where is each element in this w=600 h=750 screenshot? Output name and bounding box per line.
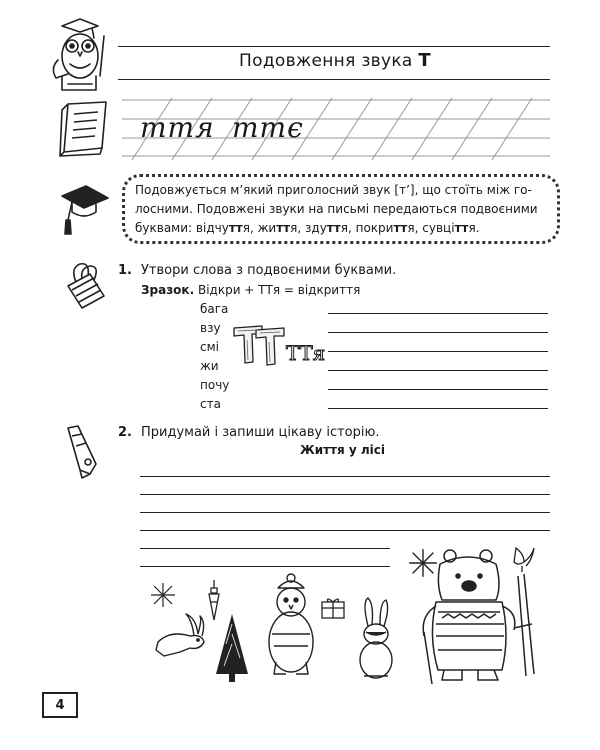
task-1-text: Утвори слова з подвоєними буквами.: [141, 263, 397, 278]
page-title-text: Подовження звука: [239, 51, 413, 71]
rabbit-running-icon: [150, 612, 210, 662]
syllable: смі: [200, 340, 219, 354]
answer-line: [328, 408, 548, 409]
wooden-letters-tt-icon: [232, 322, 326, 368]
sample-label: Зразок.: [141, 283, 195, 297]
title-bottom-rule: [118, 79, 550, 80]
bear-skier-icon: [414, 546, 548, 686]
sample-row: [141, 283, 360, 297]
rule-line-1: Подовжується м’який приголосний звук [т’], що стоїть між го-: [135, 183, 532, 197]
notebook-icon: [56, 100, 112, 158]
story-line: [140, 548, 390, 549]
rule-box: [122, 174, 560, 244]
syllable: почу: [200, 378, 230, 392]
penguin-icon: [262, 572, 320, 682]
answer-line: [328, 332, 548, 333]
gift-box-icon: [320, 596, 346, 620]
page-number: 4: [42, 692, 78, 718]
cursive-sample-1: ття: [140, 111, 215, 144]
story-title: Життя у лісі: [300, 443, 386, 457]
sample-text: Відкри + ТТя = відкриття: [197, 283, 361, 297]
fir-tree-icon: [214, 614, 250, 684]
wooden-letters-tt-text: ТТя: [286, 341, 326, 365]
syllable: жи: [200, 359, 219, 373]
rule-line-3-prefix: буквами:: [135, 221, 193, 235]
rule-line-2: лосними. Подовжені звуки на письмі передаються подвоєними: [135, 202, 538, 216]
answer-line: [328, 389, 548, 390]
syllable: ста: [200, 397, 221, 411]
answer-line: [328, 351, 548, 352]
owl-teacher-icon: [48, 16, 112, 94]
pen-icon: [62, 424, 106, 480]
title-top-rule: [118, 46, 550, 47]
task-1-number: 1.: [118, 263, 132, 278]
story-line: [140, 494, 550, 495]
rule-word: сувціття.: [422, 221, 480, 235]
snowflake-icon: [150, 582, 176, 608]
rule-word: життя,: [257, 221, 302, 235]
story-line: [140, 512, 550, 513]
syllable: взу: [200, 321, 221, 335]
cursive-sample-2: ттє: [232, 111, 304, 144]
binder-clip-icon: [60, 260, 110, 310]
rule-word: покриття,: [355, 221, 419, 235]
answer-line: [328, 313, 548, 314]
story-line: [140, 566, 390, 567]
page-title: [215, 50, 455, 71]
rule-line-3: [135, 219, 547, 238]
syllable: бага: [200, 302, 229, 316]
graduation-cap-icon: [58, 180, 110, 238]
task-2-number: 2.: [118, 425, 132, 440]
page-title-letter: Т: [418, 50, 431, 71]
answer-line: [328, 370, 548, 371]
story-line: [140, 476, 550, 477]
task-2-text: Придумай і запиши цікаву історію.: [141, 425, 380, 440]
rule-word: відчуття,: [195, 221, 254, 235]
rabbit-sitting-icon: [354, 596, 398, 680]
rule-word: здуття,: [305, 221, 352, 235]
story-line: [140, 530, 550, 531]
